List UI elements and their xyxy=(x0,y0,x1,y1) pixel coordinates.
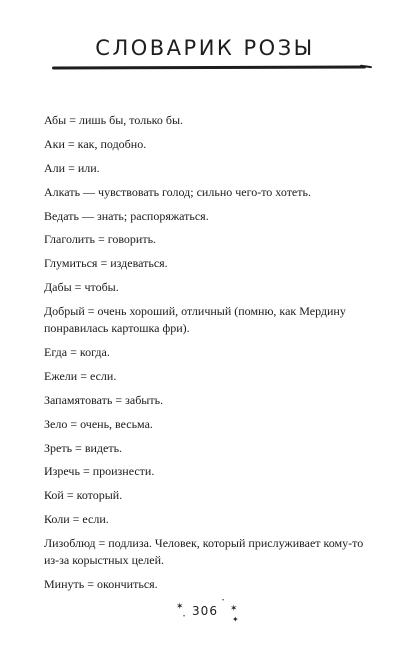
glossary-entry: Зело = очень, весьма. xyxy=(44,416,153,431)
page-number: 306 xyxy=(192,604,218,618)
glossary-entry: Запамятовать = забыть. xyxy=(44,392,164,407)
sparkle-stars-icon: ✶ xyxy=(230,603,238,613)
glossary-entry: Изречь = произнести. xyxy=(44,464,155,479)
title-underline xyxy=(52,65,366,69)
glossary-entry: Ведать — знать; распоряжаться. xyxy=(44,208,209,223)
glossary-entry: Алкать — чувствовать голод; сильно чего-то хотеть. xyxy=(44,184,311,199)
page-title: СЛОВАРИК РОЗЫ xyxy=(95,36,315,60)
glossary-entry: Али = или. xyxy=(44,160,100,175)
glossary-entry: Кой = который. xyxy=(44,488,123,503)
glossary-entry: Дабы = чтобы. xyxy=(44,280,119,295)
glossary-entry: Коли = если. xyxy=(44,512,109,527)
glossary-entry: Глумиться = издеваться. xyxy=(44,256,168,271)
glossary-list xyxy=(44,112,374,600)
glossary-entry: Зреть = видеть. xyxy=(44,440,123,455)
glossary-entry: Добрый = очень хороший, отличный (помню, как Мердину понравилась картошка фри). xyxy=(44,304,346,336)
sparkle-stars-icon: ✶ xyxy=(176,601,184,611)
glossary-entry: Глаголить = говорить. xyxy=(44,232,157,247)
glossary-entry: Ежели = если. xyxy=(44,368,117,383)
sparkle-stars-icon: • xyxy=(222,598,225,604)
sparkle-stars-icon: ✦ xyxy=(232,615,239,624)
glossary-entry: Минуть = окончиться. xyxy=(44,577,158,592)
page-footer xyxy=(0,600,410,630)
glossary-entry: Абы = лишь бы, только бы. xyxy=(44,113,184,127)
sparkle-stars-icon: • xyxy=(183,614,186,620)
glossary-entry: Егда = когда. xyxy=(44,345,110,360)
glossary-entry: Аки = как, подобно. xyxy=(44,136,147,151)
glossary-entry: Лизоблюд = подлиза. Человек, который прислуживает кому-то из-за корыстных целей. xyxy=(44,536,364,568)
